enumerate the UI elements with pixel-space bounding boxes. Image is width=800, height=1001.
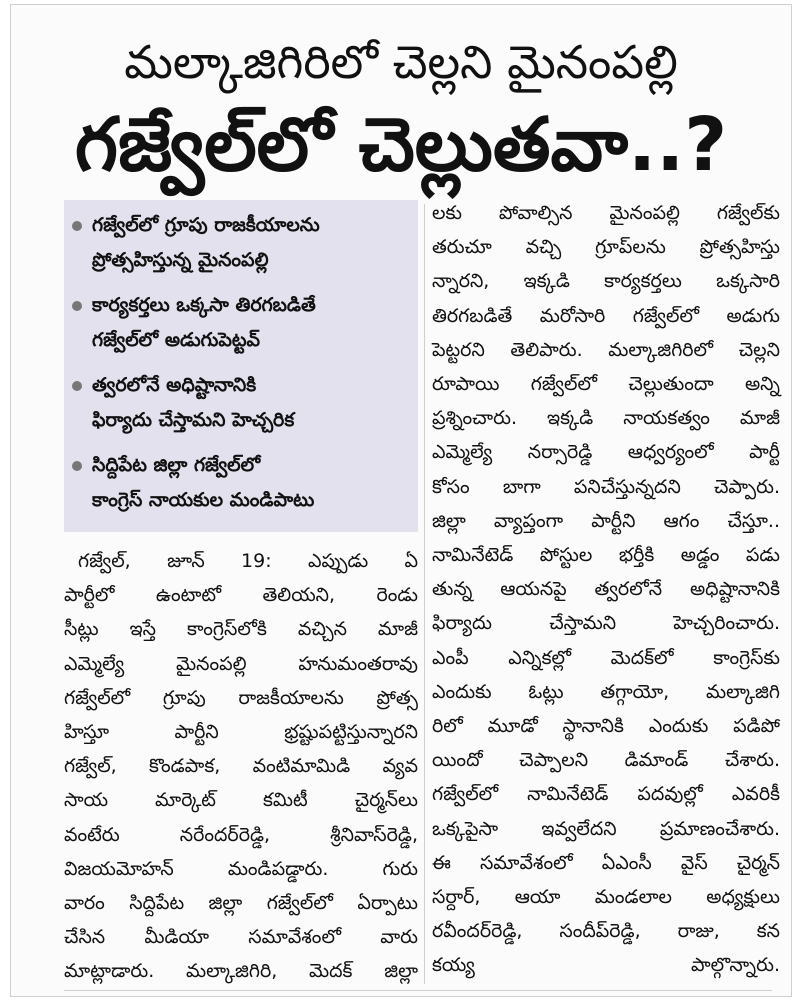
article-body-left-column: గజ్వేల్, జూన్ 19: ఎప్పుడు ఏ పార్టీలో ఉంటాటో తెలియని, రెండు సీట్లు ఇస్తే కాంగ్రెస్‌లోకి వచ్చిన మాజీ ఎమ్మెల్యే మైనంపల్లి హనుమంతరావు గజ్వేల్‌లో గ్రూపు రాజకీయాలను ప్రోత్స హిస్తూ పార్టీని భ్రష్టుపట్టిస్తున్నారని గజ్వేల్, కొండపాక, వంటిమామిడి వ్యవ సాయ మార్కెట్ కమిటీ చైర్మన్‌లు వంటేరు నరేందర్‌రెడ్డి, శ్రీనివాస్‌రెడ్డి, విజయమోహన్ మండిపడ్డారు. గురు వారం సిద్దిపేట జిల్లా గజ్వేల్‌లో ఏర్పాటు చేసిన మీడియా సమావేశంలో వారు మాట్లాడారు. మల్కాజిగిరి, మెదక్ జిల్లా [64,550,418,983]
highlight-text: కార్యకర్తలు ఒక్కసా తిరగబడితే గజ్వేల్‌లో అడుగుపెట్టవ్ [92,294,316,351]
highlight-item [68,288,412,358]
highlight-text: త్వరలోనే అధిష్టానానికి ఫిర్యాదు చేస్తామని హెచ్చరిక [92,374,295,431]
bullet-icon [72,461,82,471]
highlight-item [68,208,412,278]
column-divider [424,204,425,984]
bullet-icon [72,221,82,231]
bullet-icon [72,381,82,391]
bullet-icon [72,301,82,311]
article-body-right-column: లకు పోవాల్సిన మైనంపల్లి గజ్వేల్‌కు తరుచూ వచ్చి గ్రూప్‌లను ప్రోత్సహిస్తు న్నారని, ఇక్కడి కార్యకర్తలు ఒక్కసారి తిరగబడితే మరోసారి గజ్వేల్‌లో అడుగు పెట్టరని తెలిపారు. మల్కాజిగిరిలో చెల్లని రూపాయి గజ్వేల్‌లో చెల్లుతుందా అన్ని ప్రశ్నించారు. ఇక్కడి నాయకత్వం మాజీ ఎమ్మెల్యే నర్సారెడ్డి ఆధ్వర్యంలో పార్టీ కోసం బాగా పనిచేస్తున్నదని చెప్పారు. జిల్లా వ్యాప్తంగా పార్టీని ఆగం చేస్తూ.. నామినేటెడ్ పోస్టుల భర్తీకి అడ్డం పడు తున్న ఆయనపై త్వరలోనే అధిష్టానానికి ఫిర్యాదు చేస్తామని హెచ్చరించారు. ఎంపీ ఎన్నికల్లో మెదక్‌లో కాంగ్రెస్‌కు ఎందుకు ఓట్లు తగ్గాయో, మల్కాజిగి రిలో మూడో స్థానానికి ఎందుకు పడిపో యిందో చెప్పాలని డిమాండ్ చేశారు. గజ్వేల్‌లో నామినేటెడ్ పదవుల్లో ఎవరికీ ఒక్కపైసా ఇవ్వలేదని ప్రమాణంచేశారు. ఈ సమావేశంలో ఏఎంసీ వైస్ చైర్మన్ సర్దార్, ఆయా మండలాల అధ్యక్షులు రవీందర్‌రెడ్డి, సందీప్‌రెడ్డి, రాజు, కన కయ్య పాల్గొన్నారు. [432,202,780,977]
main-headline: గజ్వేల్‌లో చెల్లుతవా..? [74,102,728,188]
kicker-headline: మల్కాజిగిరిలో చెల్లని మైనంపల్లి [124,35,678,89]
highlight-text: సిద్దిపేట జిల్లా గజ్వేల్‌లో కాంగ్రెస్ నాయకుల మండిపాటు [92,454,315,511]
highlight-item [68,368,412,438]
highlight-item [68,448,412,518]
highlight-text: గజ్వేల్‌లో గ్రూపు రాజకీయాలను ప్రోత్సహిస్తున్న మైనంపల్లి [92,214,320,271]
highlights-box [64,200,418,532]
bottom-rule [64,990,772,991]
